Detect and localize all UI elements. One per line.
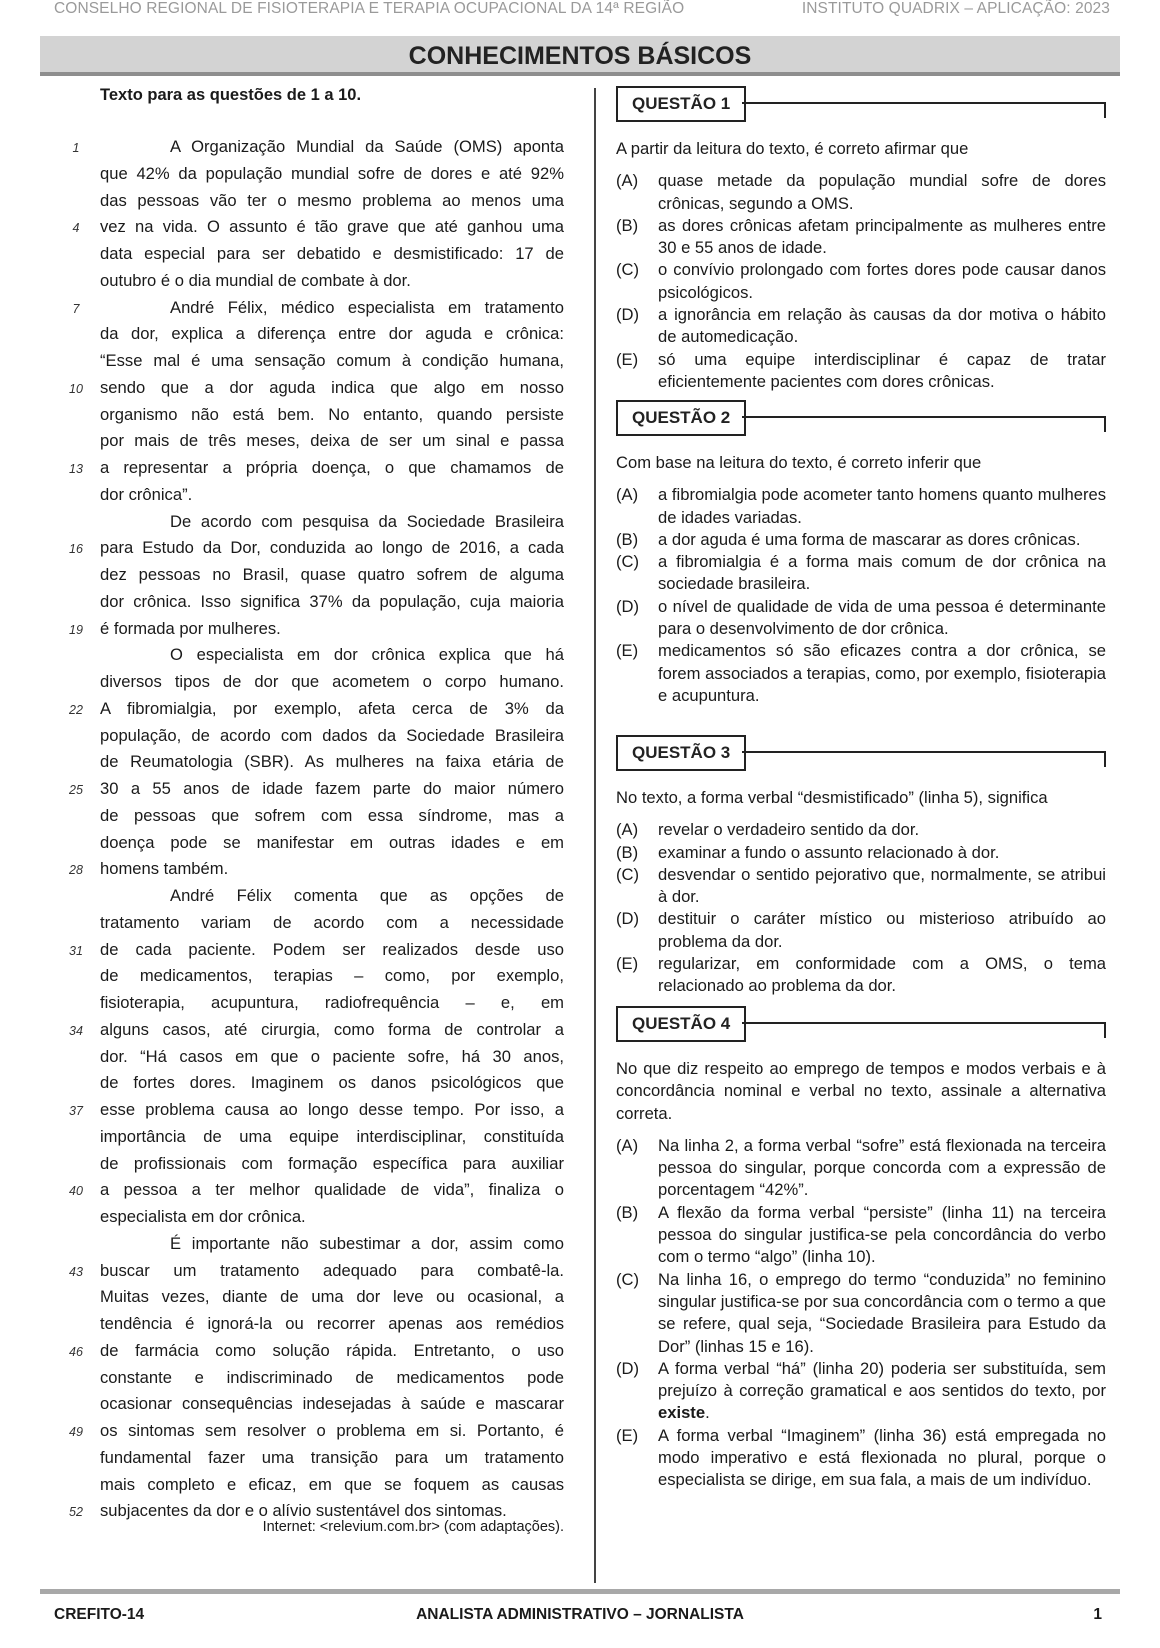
answer-option [616,1135,1106,1202]
line-number: 52 [69,1505,83,1520]
line-number: 49 [69,1425,83,1439]
line-text: “Esse mal é uma sensação comum à condição humana, [100,351,564,370]
line-text: importância de uma equipe interdisciplinar, constituída [100,1126,564,1146]
option-text: a fibromialgia é a forma mais comum de dor crônica na sociedade brasileira. [658,552,1106,594]
option-text: examinar a fundo o assunto relacionado à dor. [658,842,1000,862]
option-text: a fibromialgia pode acometer tanto homens quanto mulheres de idades variadas. [658,485,1106,527]
option-text: Na linha 16, o emprego do termo “conduzida” no feminino singular justifica-se por sua concordância com o termo a que se refere, qual seja, “Sociedade Brasileira para Estudo da Dor” (linhas 15 e 16). [658,1269,1106,1356]
passage-source: Internet: <relevium.com.br> (com adaptações). [262,1519,564,1535]
line-text: A Organização Mundial da Saúde (OMS) aponta [170,137,564,156]
question-header-rule [742,416,1106,418]
line-number: 1 [72,141,80,155]
option-text: desvendar o sentido pejorativo que, normalmente, se atribui à dor. [658,864,1106,907]
line-text: por mais de três meses, deixa de ser um sinal e passa [100,431,564,451]
answer-options [616,819,1106,997]
option-letter: (C) [616,1269,640,1289]
answer-option [616,864,1106,909]
line-text: dor crônica. Isso significa 37% da população, cuja maioria [100,591,564,611]
line-text: O especialista em dor crônica explica que há [170,645,564,665]
option-letter: (D) [616,305,640,325]
passage-line [100,1151,564,1178]
passage-line [100,188,564,215]
line-text: da dor, explica a diferença entre dor aguda e crônica: [100,324,564,344]
line-number: 25 [69,783,83,797]
answer-option [616,259,1106,304]
option-letter: (B) [616,529,639,549]
question-header-rule [742,102,1106,104]
passage-line [72,134,564,161]
line-number: 16 [69,542,83,557]
footer-rule [40,1589,1120,1594]
line-text: outubro é o dia mundial de combate à dor. [100,270,411,290]
line-number: 34 [69,1023,83,1038]
option-text: regularizar, em conformidade com a OMS, o tema relacionado ao problema da dor. [658,954,1106,996]
option-letter: (D) [616,596,640,616]
answer-option [616,640,1106,707]
line-number: 37 [69,1104,83,1118]
answer-option [616,215,1106,260]
passage-line [100,348,564,375]
passage-line [100,1070,564,1097]
option-text: o convívio prolongado com fortes dores pode causar danos psicológicos. [658,260,1106,302]
line-text: diversos tipos de dor que acometem o corpo humano. [100,672,564,691]
line-text: para Estudo da Dor, conduzida ao longo de 2016, a cada [100,538,564,558]
line-text: de Reumatologia (SBR). As mulheres na faixa etária de [100,752,564,772]
header-institution: CONSELHO REGIONAL DE FISIOTERAPIA E TERAPIA OCUPACIONAL DA 14ª REGIÃO [54,0,685,17]
line-text: de fortes dores. Imaginem os danos psicológicos que [100,1073,564,1093]
line-text: constante e indiscriminado de medicamentos pode [100,1367,564,1387]
option-text-end: . [705,1403,710,1423]
question-label: QUESTÃO 4 [616,1006,746,1042]
passage-line [69,1418,564,1445]
option-emphasis: existe [658,1403,706,1423]
passage-line [100,910,564,937]
answer-option [616,484,1106,529]
question-header-rule [742,1022,1106,1024]
option-letter: (B) [616,842,639,862]
line-text: de cada paciente. Podem ser realizados desde uso [100,939,564,959]
passage-line [69,1258,564,1285]
line-text: vez na vida. O assunto é tão grave que até ganhou uma [100,217,564,237]
passage-line [100,428,564,455]
question-header [616,86,1106,124]
page-header [0,0,1160,22]
line-text: alguns casos, até cirurgia, como forma de controlar a [100,1019,564,1039]
question-label: QUESTÃO 1 [616,86,746,122]
line-text: é formada por mulheres. [100,618,281,638]
line-text: os sintomas sem resolver o problema em si. Portanto, é [100,1421,564,1440]
option-letter: (E) [616,641,639,661]
passage-line [69,535,564,562]
passage-line [100,883,564,910]
question-header [616,400,1106,438]
line-text: De acordo com pesquisa da Sociedade Brasileira [170,511,564,531]
line-text: dor crônica”. [100,484,193,504]
line-number: 31 [69,943,83,958]
line-text: de medicamentos, terapias – como, por exemplo, [100,966,564,986]
option-text: medicamentos só são eficazes contra a dor crônica, se forem associados a terapias, como, por exemplo, fisioterapia e acupuntura. [658,641,1106,705]
answer-option [616,1425,1106,1492]
passage-line [72,295,564,322]
passage-line [100,268,564,295]
option-letter: (C) [616,552,640,572]
option-letter: (D) [616,909,640,929]
passage-line [100,562,564,589]
line-text: subjacentes da dor e o alívio sustentável dos sintomas. [100,1501,507,1521]
passage-line [100,1311,564,1338]
passage-line [69,1017,564,1044]
line-text: a pessoa a ter melhor qualidade de vida”, finaliza o [100,1180,564,1200]
option-text: as dores crônicas afetam principalmente as mulheres entre 30 e 55 anos de idade. [658,215,1106,258]
line-number: 7 [72,301,80,316]
text-title: Texto para as questões de 1 a 10. [100,86,362,104]
line-text: de farmácia como solução rápida. Entretanto, o uso [100,1340,564,1360]
line-number: 43 [69,1264,83,1279]
question-header [616,735,1106,773]
line-text: sendo que a dor aguda indica que algo em nosso [100,377,564,397]
passage-line [100,402,564,429]
passage-line [100,1044,564,1071]
line-text: tendência é ignorá-la ou recorrer apenas aos remédios [100,1314,564,1333]
passage-line [100,749,564,776]
question-stem: No que diz respeito ao emprego de tempos e modos verbais e à concordância nominal e verbal no texto, assinale a alternativa correta. [616,1059,1106,1123]
passage-line [69,455,564,482]
passage-line [69,1338,564,1365]
line-text: Muitas vezes, diante de uma dor leve ou ocasional, a [100,1287,564,1307]
line-text: das pessoas vão ter o mesmo problema ao menos uma [100,190,564,210]
line-text: dor. “Há casos em que o paciente sofre, há 30 anos, [100,1046,564,1066]
answer-options [616,170,1106,393]
line-text: fisioterapia, acupuntura, radiofrequência – e, em [100,993,564,1012]
line-text: ocasionar consequências indesejadas à saúde e mascarar [100,1394,564,1414]
answer-option [616,529,1106,551]
question-2 [616,400,1106,707]
line-text: que 42% da população mundial sofre de dores e até 92% [100,163,564,183]
page-number: 1 [1093,1606,1102,1623]
line-text: mais completo e eficaz, em que se foquem as causas [100,1474,564,1494]
option-letter: (A) [616,820,639,840]
question-3 [616,735,1106,998]
line-text: a representar a própria doença, o que chamamos de [100,458,564,477]
passage-line [100,241,564,268]
line-text: homens também. [100,859,229,879]
question-header [616,1006,1106,1044]
passage-line [100,482,564,509]
passage-line [100,1391,564,1418]
passage-line [100,723,564,750]
answer-options [616,484,1106,707]
answer-option [616,842,1106,864]
question-label: QUESTÃO 2 [616,400,746,436]
reading-passage [69,134,564,1525]
option-letter: (C) [616,260,640,280]
footer-organization: CREFITO-14 [54,1606,145,1623]
line-text: de profissionais com formação específica para auxiliar [100,1153,564,1173]
line-text: doença pode se manifestar em outras idades e em [100,832,564,852]
line-number: 46 [69,1344,83,1359]
header-exam-info: INSTITUTO QUADRIX – APLICAÇÃO: 2023 [801,0,1110,17]
line-text: data especial para ser debatido e desmistificado: 17 de [100,244,564,263]
line-text: André Félix, médico especialista em tratamento [170,297,564,317]
answer-option [616,1202,1106,1269]
line-number: 28 [69,863,83,878]
option-text: destituir o caráter místico ou misterioso atribuído ao problema da dor. [658,909,1106,951]
passage-line [69,1097,564,1124]
option-letter: (C) [616,864,640,884]
option-text: Na linha 2, a forma verbal “sofre” está flexionada na terceira pessoa do singular, porque concorda com a expressão de porcentagem “42%”. [658,1135,1106,1200]
passage-line [100,642,564,669]
line-text: É importante não subestimar a dor, assim como [170,1233,564,1253]
option-letter: (A) [616,485,639,505]
passage-line [69,375,564,402]
line-text: especialista em dor crônica. [100,1207,306,1226]
passage-line [100,1284,564,1311]
question-1 [616,86,1106,393]
line-text: de pessoas que sofrem com essa síndrome, mas a [100,805,564,825]
line-text: André Félix comenta que as opções de [170,886,564,905]
passage-line [100,1472,564,1499]
footer-position: ANALISTA ADMINISTRATIVO – JORNALISTA [416,1606,744,1623]
answer-option [616,908,1106,953]
answer-option [616,1269,1106,1358]
answer-option [616,304,1106,349]
line-text: fundamental fazer uma transição para um tratamento [100,1447,564,1467]
option-letter: (B) [616,215,639,235]
line-text: buscar um tratamento adequado para combatê-la. [100,1260,564,1280]
question-4 [616,1006,1106,1492]
option-letter: (E) [616,349,639,369]
line-number: 19 [69,622,83,637]
option-text: quase metade da população mundial sofre de dores crônicas, segundo a OMS. [658,171,1106,213]
passage-line [100,1445,564,1472]
option-letter: (E) [616,954,639,974]
option-text: A flexão da forma verbal “persiste” (linha 11) na terceira pessoa do singular justifica-se pela concordância do verbo com o termo “algo” (linha 10). [658,1202,1106,1267]
passage-line [100,830,564,857]
answer-option [616,170,1106,215]
line-number: 4 [72,221,80,236]
passage-line [100,803,564,830]
answer-option [616,953,1106,998]
passage-line [69,776,564,803]
line-text: população, de acordo com dados da Sociedade Brasileira [100,725,564,745]
line-number: 40 [69,1184,83,1199]
passage-line [69,696,564,723]
option-letter: (A) [616,171,639,191]
line-text: esse problema causa ao longo desse tempo. Por isso, a [100,1100,564,1119]
question-header-rule [742,751,1106,753]
answer-options [616,1135,1106,1492]
option-text: revelar o verdadeiro sentido da dor. [658,820,920,840]
passage-line [100,1231,564,1258]
option-letter: (B) [616,1202,639,1222]
passage-line [100,321,564,348]
option-text: a ignorância em relação às causas da dor motiva o hábito de automedicação. [658,305,1106,347]
question-stem: A partir da leitura do texto, é correto afirmar que [616,139,969,158]
option-letter: (A) [616,1135,639,1155]
passage-line [100,1124,564,1151]
option-letter: (E) [616,1425,639,1445]
line-text: A fibromialgia, por exemplo, afeta cerca de 3% da [100,698,564,718]
passage-line [69,1177,564,1204]
option-text: só uma equipe interdisciplinar é capaz de tratar eficientemente pacientes com dores crônicas. [658,349,1106,391]
line-number: 10 [69,381,83,396]
column-divider [594,88,596,1583]
line-number: 22 [69,702,83,717]
option-text: A forma verbal “há” (linha 20) poderia ser substituída, sem prejuízo à correção gramatical e aos sentidos do texto, por [658,1358,1106,1401]
passage-line [69,616,564,643]
line-text: dez pessoas no Brasil, quase quatro sofrem de alguma [100,565,564,584]
answer-option [616,1358,1106,1425]
passage-line [100,589,564,616]
question-label: QUESTÃO 3 [616,735,746,771]
line-number: 13 [69,462,83,476]
passage-line [69,937,564,964]
answer-option [616,551,1106,596]
passage-line [69,856,564,883]
passage-line [100,669,564,696]
line-text: tratamento variam de acordo com a necessidade [100,912,564,932]
option-text: o nível de qualidade de vida de uma pessoa é determinante para o desenvolvimento de dor crônica. [658,596,1106,639]
option-text: a dor aguda é uma forma de mascarar as dores crônicas. [658,529,1081,549]
passage-line [100,963,564,990]
passage-line [100,990,564,1017]
passage-line [72,214,564,241]
passage-line [100,1204,564,1231]
passage-line [100,1365,564,1392]
answer-option [616,819,1106,841]
passage-line [100,161,564,188]
section-banner: CONHECIMENTOS BÁSICOS [40,36,1120,76]
question-stem: No texto, a forma verbal “desmistificado” (linha 5), significa [616,788,1048,807]
passage-line [100,509,564,536]
answer-option [616,349,1106,394]
option-letter: (D) [616,1358,640,1378]
question-stem: Com base na leitura do texto, é correto inferir que [616,453,982,472]
line-text: 30 a 55 anos de idade fazem parte do maior número [100,779,564,798]
line-text: organismo não está bem. No entanto, quando persiste [100,404,564,424]
answer-option [616,596,1106,641]
option-text: A forma verbal “Imaginem” (linha 36) está empregada no modo imperativo e está flexionada no plural, porque o especialista se dirige, em sua fala, a mais de um indivíduo. [658,1425,1106,1490]
